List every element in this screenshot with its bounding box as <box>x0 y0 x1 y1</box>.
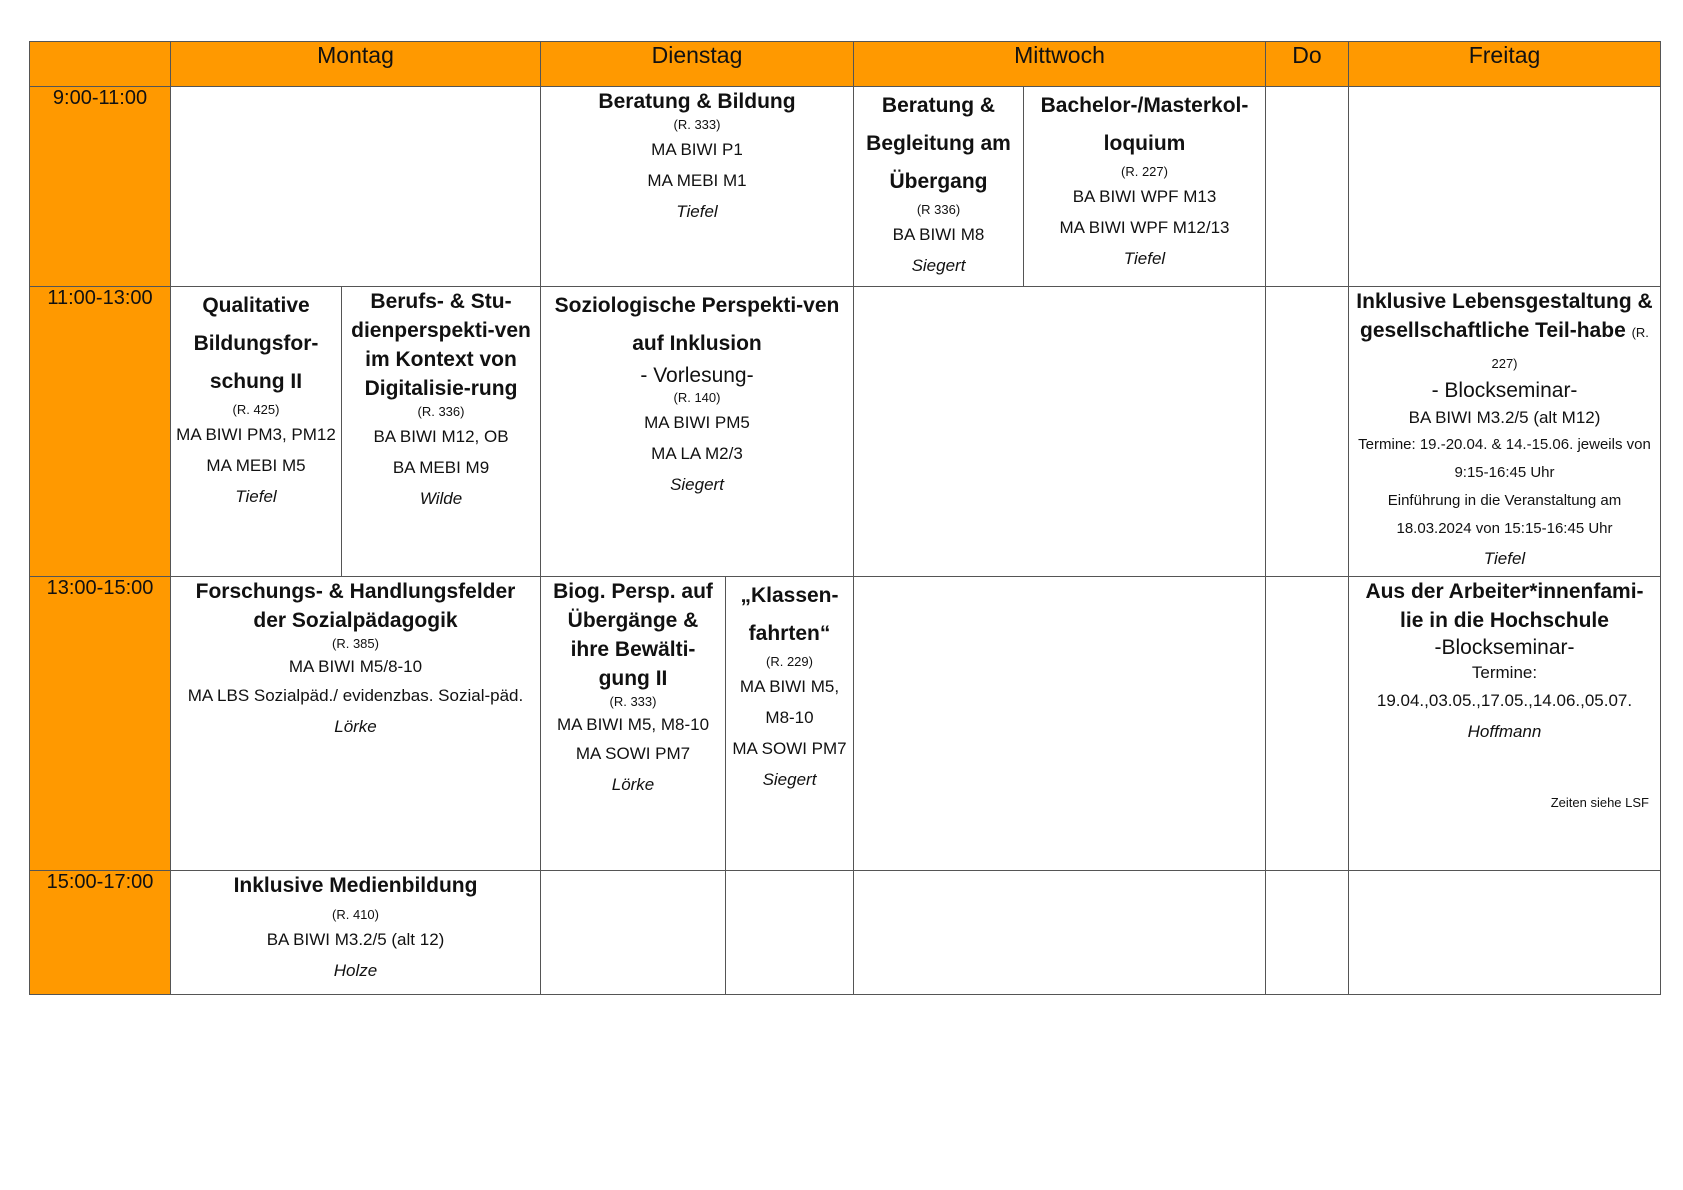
course-room: (R. 229) <box>766 654 813 669</box>
course-lecturer: Holze <box>333 961 378 980</box>
row-11-13 <box>30 287 1661 577</box>
course-kolloquium <box>1024 87 1266 287</box>
course-module: MA LBS Sozialpäd./ evidenzbas. Sozial-päd. <box>187 686 524 705</box>
header-row <box>30 42 1661 87</box>
course-beratung-bildung <box>541 87 854 287</box>
course-lecturer: Hoffmann <box>1467 722 1542 741</box>
course-lecturer: Lörke <box>334 717 377 736</box>
course-inklusive-lebensgestaltung <box>1349 287 1661 577</box>
row-13-15 <box>30 577 1661 871</box>
course-module: MA BIWI P1 <box>651 140 743 159</box>
course-room: (R. 336) <box>417 404 465 419</box>
empty-cell <box>854 287 1266 577</box>
course-module: MA MEBI M5 <box>206 456 306 475</box>
course-note: Einführung in die Veranstaltung am 18.03.2024 von 15:15-16:45 Uhr <box>1387 492 1622 537</box>
course-title-text: Inklusive Lebensgestaltung & gesellschaftliche Teil-habe <box>1356 290 1653 342</box>
course-title: Aus der Arbeiter*innenfami-lie in die Hochschule <box>1365 580 1644 632</box>
course-lecturer: Lörke <box>611 775 655 794</box>
course-title: Biog. Persp. auf Übergänge & ihre Bewälti-gung II <box>553 580 713 690</box>
course-subtitle: - Vorlesung- <box>640 364 754 387</box>
course-arbeiterinnenfamilie <box>1349 577 1661 871</box>
course-module: MA BIWI M5, M8-10 <box>556 715 710 734</box>
row-15-17 <box>30 871 1661 995</box>
course-title: Beratung & Begleitung am Übergang <box>866 94 1011 193</box>
empty-cell <box>1266 287 1349 577</box>
course-module: BA BIWI M3.2/5 (alt M12) <box>1408 408 1601 427</box>
course-lecturer: Siegert <box>762 770 817 789</box>
time-slot: 13:00-15:00 <box>30 577 171 871</box>
empty-cell <box>1349 871 1661 995</box>
empty-cell <box>1266 87 1349 287</box>
course-beratung-begleitung <box>854 87 1024 287</box>
course-room: (R. 385) <box>332 636 379 651</box>
course-module: MA BIWI WPF M12/13 <box>1059 218 1230 237</box>
course-module: MA BIWI M5/8-10 <box>288 657 423 676</box>
course-room: (R. 227) <box>1121 164 1168 179</box>
empty-cell <box>1266 871 1349 995</box>
course-module: BA BIWI WPF M13 <box>1072 187 1217 206</box>
course-module: MA BIWI PM3, PM12 <box>176 425 336 444</box>
day-header-mittwoch: Mittwoch <box>854 42 1266 87</box>
course-module: BA BIWI M8 <box>892 225 985 244</box>
course-title: Inklusive Medienbildung <box>233 874 478 897</box>
course-lecturer: Tiefel <box>235 487 277 506</box>
course-subtitle: - Blockseminar- <box>1431 379 1578 402</box>
course-module: MA SOWI PM7 <box>575 744 691 763</box>
course-module: MA LA M2/3 <box>651 444 743 463</box>
course-module: MA BIWI PM5 <box>644 413 750 432</box>
course-title: Beratung & Bildung <box>598 90 796 113</box>
course-lecturer: Tiefel <box>1123 249 1166 268</box>
course-inklusive-medienbildung <box>171 871 541 995</box>
course-note: Termine: 19.-20.04. & 14.-15.06. jeweils von 9:15-16:45 Uhr <box>1358 436 1651 481</box>
course-forschungs-handlungsfelder <box>171 577 541 871</box>
row-9-11 <box>30 87 1661 287</box>
course-room: (R. 140) <box>673 390 721 405</box>
course-title: Berufs- & Stu-dienperspekti-ven im Kontext von Digitalisie-rung <box>351 290 531 400</box>
course-module: MA SOWI PM7 <box>732 739 847 758</box>
day-header-do: Do <box>1266 42 1349 87</box>
empty-cell <box>1349 87 1661 287</box>
course-soziologische-perspektiven <box>541 287 854 577</box>
course-dates: 19.04.,03.05.,17.05.,14.06.,05.07. <box>1376 691 1633 710</box>
time-slot: 11:00-13:00 <box>30 287 171 577</box>
course-qualitative-bildungsforschung <box>171 287 342 577</box>
course-room: (R. 425) <box>232 402 280 417</box>
course-note: Zeiten siehe LSF <box>1550 795 1649 810</box>
time-slot: 15:00-17:00 <box>30 871 171 995</box>
course-termine-label: Termine: <box>1471 663 1538 682</box>
corner-cell <box>30 42 171 87</box>
day-header-montag: Montag <box>171 42 541 87</box>
course-subtitle: -Blockseminar- <box>1434 636 1575 659</box>
day-header-dienstag: Dienstag <box>541 42 854 87</box>
time-slot: 9:00-11:00 <box>30 87 171 287</box>
course-title: Qualitative Bildungsfor-schung II <box>193 294 319 393</box>
course-module: BA MEBI M9 <box>392 458 490 477</box>
course-room: (R. 333) <box>609 694 657 709</box>
course-berufsperspektiven <box>342 287 541 577</box>
course-room: (R. 410) <box>332 907 379 922</box>
course-lecturer: Tiefel <box>676 202 718 221</box>
empty-cell <box>726 871 854 995</box>
course-title: Soziologische Perspekti-ven auf Inklusion <box>554 294 840 355</box>
course-module: BA BIWI M12, OB <box>373 427 509 446</box>
course-title <box>1349 287 1660 378</box>
course-module: MA MEBI M1 <box>647 171 747 190</box>
course-room: (R. 227) <box>1491 325 1649 371</box>
empty-cell <box>171 87 541 287</box>
course-module: MA BIWI M5, M8-10 <box>739 677 840 727</box>
course-title: Bachelor-/Masterkol-loquium <box>1040 94 1249 155</box>
empty-cell <box>541 871 726 995</box>
timetable <box>29 41 1661 995</box>
empty-cell <box>1266 577 1349 871</box>
course-lecturer: Tiefel <box>1483 549 1526 568</box>
empty-cell <box>854 577 1266 871</box>
course-room: (R. 333) <box>673 117 721 132</box>
course-title: Forschungs- & Handlungsfelder der Sozialpädagogik <box>195 580 516 632</box>
course-lecturer: Wilde <box>419 489 463 508</box>
course-lecturer: Siegert <box>911 256 966 275</box>
course-title: „Klassen-fahrten“ <box>740 584 839 645</box>
day-header-freitag: Freitag <box>1349 42 1661 87</box>
course-lecturer: Siegert <box>670 475 724 494</box>
empty-cell <box>854 871 1266 995</box>
course-room: (R 336) <box>916 202 961 217</box>
course-biog-persp <box>541 577 726 871</box>
course-klassenfahrten <box>726 577 854 871</box>
course-module: BA BIWI M3.2/5 (alt 12) <box>266 930 445 949</box>
